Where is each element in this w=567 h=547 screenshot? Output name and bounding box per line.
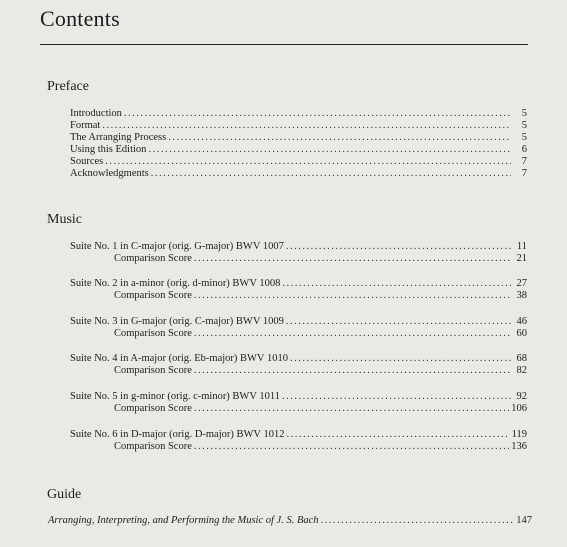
toc-entry-comparison[interactable] <box>114 290 527 302</box>
toc-entry-comparison[interactable] <box>114 328 527 340</box>
entry-label: Format <box>70 120 101 131</box>
toc-entry-suite[interactable] <box>70 316 527 328</box>
entry-page: 6 <box>521 144 527 155</box>
dot-leader <box>194 365 511 377</box>
entry-label: Comparison Score <box>114 328 192 339</box>
entry-label: Suite No. 2 in a-minor (orig. d-minor) BWV 1008 <box>70 278 281 289</box>
section-heading-preface: Preface <box>47 79 89 94</box>
toc-entry[interactable] <box>70 132 527 144</box>
entry-label: Comparison Score <box>114 290 192 301</box>
dot-leader <box>102 120 511 132</box>
entry-label: Suite No. 5 in g-minor (orig. c-minor) BWV 1011 <box>70 391 280 402</box>
toc-entry[interactable] <box>70 168 527 180</box>
entry-page: 21 <box>516 253 527 264</box>
toc-entry[interactable] <box>70 108 527 120</box>
entry-page: 5 <box>521 108 527 119</box>
entry-label: Introduction <box>70 108 122 119</box>
dot-leader <box>168 132 511 144</box>
entry-page: 147 <box>516 515 532 526</box>
dot-leader <box>286 241 511 253</box>
entry-label: The Arranging Process <box>70 132 167 143</box>
section-heading-music: Music <box>47 212 82 227</box>
entry-label: Comparison Score <box>114 441 192 452</box>
toc-entry-comparison[interactable] <box>114 253 527 265</box>
title-rule <box>40 44 528 45</box>
entry-label: Suite No. 4 in A-major (orig. Eb-major) BWV 1010 <box>70 353 288 364</box>
entry-label: Comparison Score <box>114 253 192 264</box>
entry-label: Acknowledgments <box>70 168 149 179</box>
entry-page: 38 <box>516 290 527 301</box>
dot-leader <box>194 253 511 265</box>
page-title: Contents <box>40 6 120 31</box>
dot-leader <box>286 316 511 328</box>
entry-label: Using this Edition <box>70 144 147 155</box>
entry-page: 46 <box>516 316 527 327</box>
dot-leader <box>282 391 511 403</box>
toc-entry-comparison[interactable] <box>114 365 527 377</box>
entry-page: 106 <box>511 403 527 414</box>
toc-entry-suite[interactable] <box>70 353 527 365</box>
entry-page: 119 <box>511 429 527 440</box>
dot-leader <box>148 144 511 156</box>
entry-page: 11 <box>516 241 527 252</box>
entry-page: 5 <box>521 120 527 131</box>
dot-leader <box>194 290 511 302</box>
toc-entry-suite[interactable] <box>70 391 527 403</box>
entry-page: 60 <box>516 328 527 339</box>
dot-leader <box>105 156 511 168</box>
toc-entry[interactable] <box>70 156 527 168</box>
entry-label: Suite No. 1 in C-major (orig. G-major) BWV 1007 <box>70 241 284 252</box>
entry-label: Comparison Score <box>114 365 192 376</box>
toc-entry-suite[interactable] <box>70 241 527 253</box>
dot-leader <box>321 515 515 527</box>
entry-page: 68 <box>516 353 527 364</box>
entry-page: 82 <box>516 365 527 376</box>
toc-entry[interactable] <box>70 120 527 132</box>
entry-page: 27 <box>516 278 527 289</box>
entry-page: 7 <box>521 156 527 167</box>
toc-entry-comparison[interactable] <box>114 441 527 453</box>
toc-entry-guide[interactable] <box>48 515 532 527</box>
entry-label: Arranging, Interpreting, and Performing the Music of J. S. Bach <box>48 515 319 526</box>
dot-leader <box>290 353 511 365</box>
dot-leader <box>282 278 511 290</box>
dot-leader <box>286 429 509 441</box>
dot-leader <box>124 108 511 120</box>
toc-entry-suite[interactable] <box>70 278 527 290</box>
entry-label: Comparison Score <box>114 403 192 414</box>
section-heading-guide: Guide <box>47 487 82 502</box>
entry-page: 136 <box>511 441 527 452</box>
entry-page: 5 <box>521 132 527 143</box>
toc-entry-suite[interactable] <box>70 429 527 441</box>
dot-leader <box>194 441 509 453</box>
dot-leader <box>194 328 511 340</box>
dot-leader <box>151 168 511 180</box>
entry-page: 7 <box>521 168 527 179</box>
toc-entry-comparison[interactable] <box>114 403 527 415</box>
entry-label: Suite No. 6 in D-major (orig. D-major) BWV 1012 <box>70 429 285 440</box>
toc-entry[interactable] <box>70 144 527 156</box>
dot-leader <box>194 403 509 415</box>
entry-label: Sources <box>70 156 104 167</box>
entry-label: Suite No. 3 in G-major (orig. C-major) BWV 1009 <box>70 316 284 327</box>
entry-page: 92 <box>516 391 527 402</box>
